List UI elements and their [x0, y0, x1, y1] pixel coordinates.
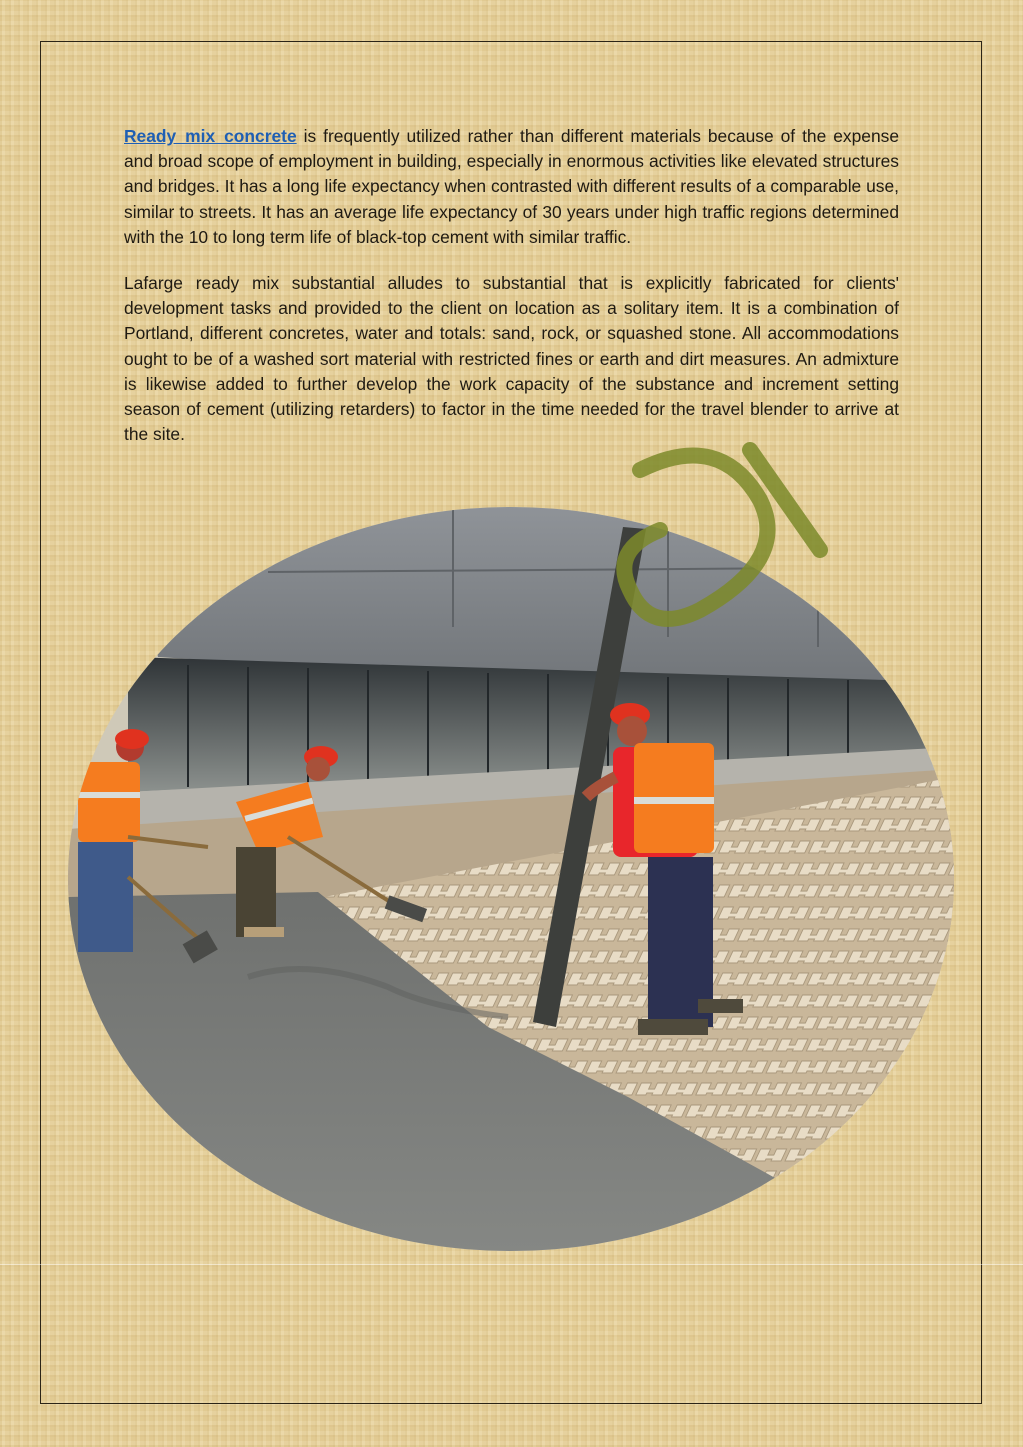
paragraph-2: Lafarge ready mix substantial alludes to substantial that is explicitly fabricated for clients' development tasks and provided to the client on location as a solitary item. It is a combination of Portland, different concretes, water and totals: sand, rock, or squashed stone. All accommodations ought to be of a washed sort material with restricted fines or earth and dirt measures. An admixture is likewise added to further develop the work capacity of the substance and increment setting season of cement (utilizing retarders) to factor in the time needed for the travel blender to arrive at the site. — [124, 273, 899, 445]
article-body — [124, 124, 899, 468]
page-divider — [0, 1264, 1023, 1265]
watermark-logo — [600, 430, 830, 640]
paragraph-1 — [124, 124, 899, 250]
ready-mix-concrete-link[interactable]: Ready mix concrete — [124, 126, 297, 146]
paragraph-1-text: is frequently utilized rather than different materials because of the expense and broad scope of employment in building, especially in enormous activities like elevated structures and bridges. It has a long life expectancy when contrasted with different results of a comparable use, similar to streets. It has an average life expectancy of 30 years under high traffic regions determined with the 10 to long term life of black-top cement with similar traffic. — [124, 126, 899, 247]
